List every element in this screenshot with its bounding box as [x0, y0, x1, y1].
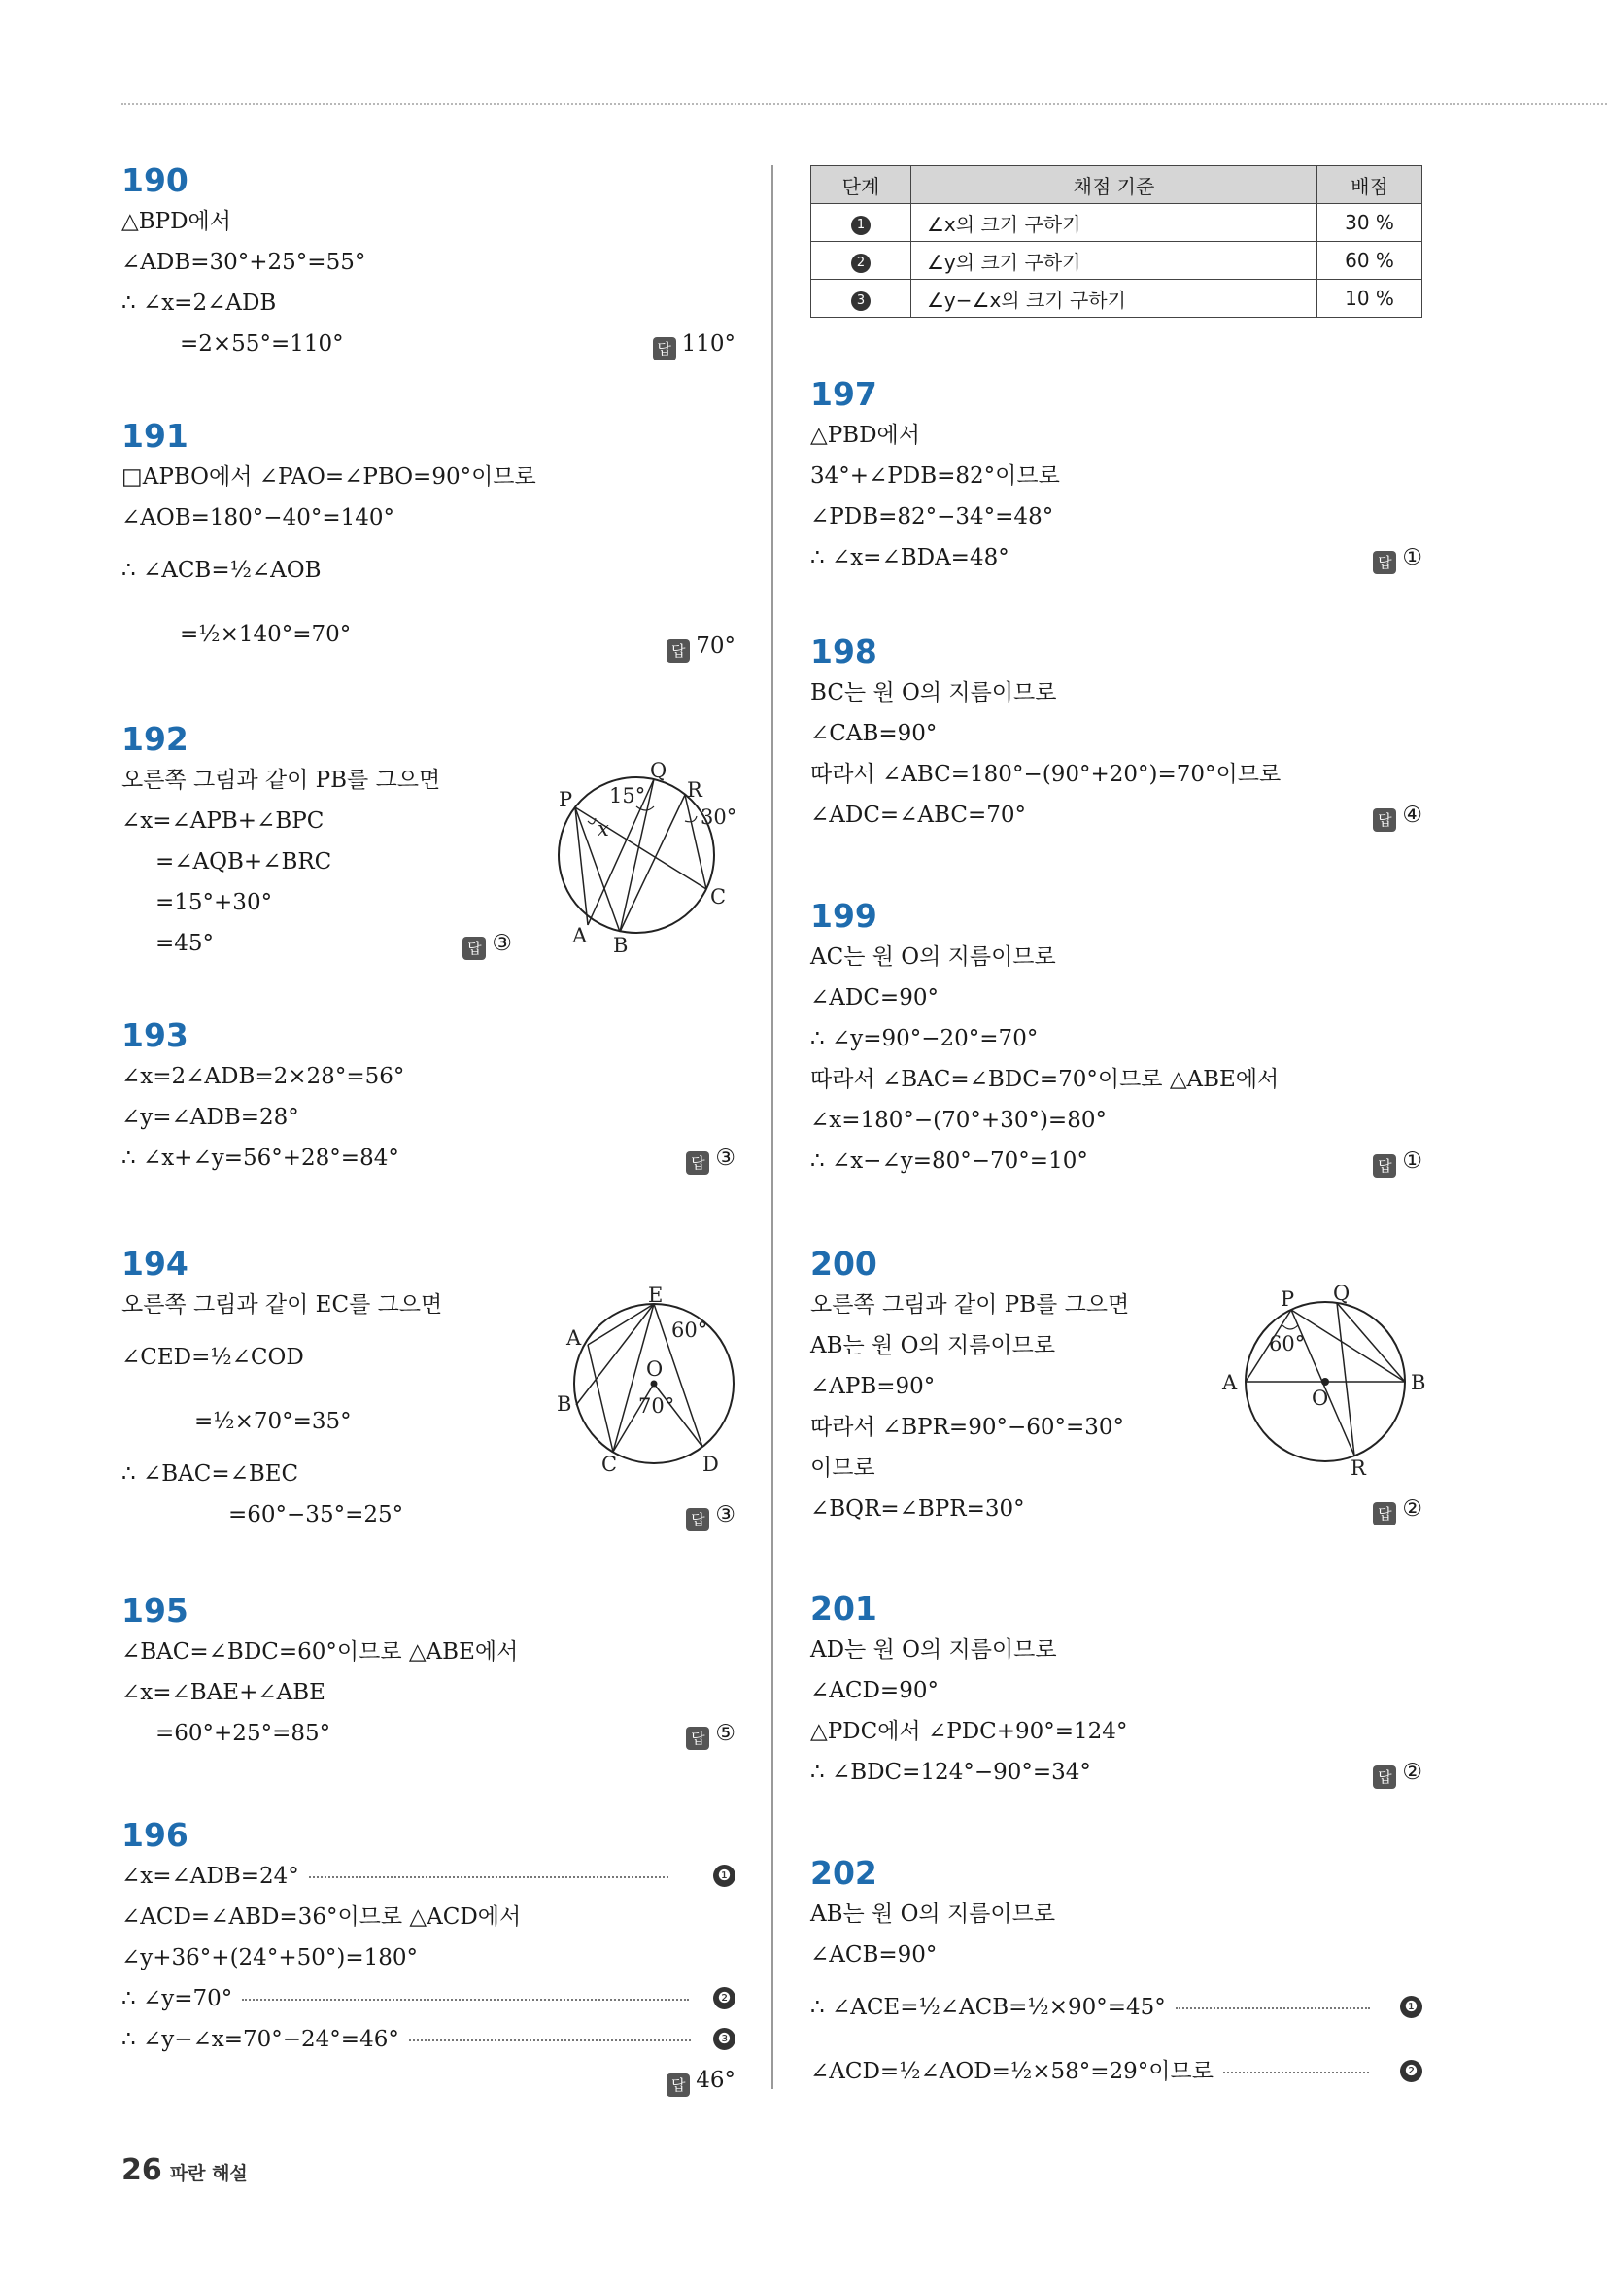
- page-number: 26: [121, 2153, 162, 2187]
- answer: [1373, 537, 1422, 578]
- answer-value: ③: [715, 1146, 735, 1171]
- solution-text: =45°: [155, 931, 215, 956]
- circle-figure-200: [1218, 1282, 1432, 1480]
- solution-line: ∠x=180°−(70°+30°)=80°: [810, 1108, 1107, 1133]
- solution-line: ∠x=∠APB+∠BPC: [121, 808, 325, 834]
- problem-191: [121, 416, 735, 667]
- problem-number: 196: [121, 1816, 188, 1854]
- solution-line: [121, 324, 735, 364]
- label-O: O: [646, 1357, 664, 1381]
- problem-number: 190: [121, 161, 188, 199]
- solution-line: [121, 1978, 735, 2019]
- problem-number: 200: [810, 1245, 877, 1283]
- solution-text: ∴ ∠x=∠BDA=48°: [810, 545, 1009, 570]
- angle-15: 15°: [609, 784, 646, 807]
- solution-line: △PDC에서 ∠PDC+90°=124°: [810, 1719, 1128, 1744]
- solution-line: 따라서 ∠ABC=180°−(90°+20°)=70°이므로: [810, 762, 1282, 787]
- step-3-icon: ❸: [713, 2028, 735, 2050]
- problem-197: [810, 374, 1422, 578]
- problem-number: 202: [810, 1854, 877, 1892]
- solution-line: [121, 2060, 735, 2101]
- problem-196: [121, 1815, 735, 2101]
- footer-title: 파란 해설: [169, 2163, 248, 2184]
- solution-line: 34°+∠PDB=82°이므로: [810, 463, 1060, 489]
- problem-number: 195: [121, 1592, 188, 1629]
- answer-mark-icon: 답: [1373, 551, 1396, 574]
- solution-text: ∠ADC=∠ABC=70°: [810, 803, 1027, 828]
- answer-value: ②: [1402, 1760, 1422, 1785]
- solution-line: ∴ ∠y=90°−20°=70°: [810, 1026, 1039, 1051]
- solution-line: BC는 원 O의 지름이므로: [810, 680, 1057, 705]
- dotted-leader: [409, 2039, 691, 2041]
- solution-line: ∠BAC=∠BDC=60°이므로 △ABE에서: [121, 1639, 519, 1664]
- answer-mark-icon: 답: [1373, 1154, 1396, 1178]
- problem-192: [121, 719, 735, 964]
- solution-line: ∠CAB=90°: [810, 721, 938, 746]
- step-2-icon: ❷: [713, 1987, 735, 2009]
- circle-figure-192: [530, 759, 743, 957]
- answer: [667, 614, 735, 678]
- solution-line: □APBO에서 ∠PAO=∠PBO=90°이므로: [121, 464, 536, 490]
- table-header-row: [811, 166, 1422, 204]
- answer: [1373, 795, 1422, 836]
- dotted-leader: [309, 1876, 668, 1878]
- table-cell-criterion: ∠x의 크기 구하기: [911, 204, 1317, 242]
- answer-mark-icon: 답: [667, 639, 690, 663]
- solution-line: [810, 1752, 1422, 1793]
- answer-value: 70°: [696, 634, 735, 659]
- solution-line: 따라서 ∠BPR=90°−60°=30°: [810, 1415, 1125, 1440]
- solution-text: ∴ ∠y=70°: [121, 1986, 233, 2011]
- table-cell-score: 60 %: [1317, 242, 1422, 280]
- answer-value: ④: [1402, 803, 1422, 828]
- table-cell-score: 10 %: [1317, 280, 1422, 318]
- label-B: B: [1411, 1371, 1426, 1394]
- solution-line: AC는 원 O의 지름이므로: [810, 944, 1056, 970]
- angle-60: 60°: [1269, 1332, 1306, 1355]
- table-header: 단계: [811, 166, 911, 204]
- solution-line: [121, 1138, 735, 1179]
- dotted-leader: [242, 1999, 689, 2001]
- step-1-icon: ❶: [713, 1865, 735, 1887]
- problem-number: 194: [121, 1245, 188, 1283]
- solution-line: ∠ACD=90°: [810, 1678, 939, 1703]
- answer-mark-icon: 답: [686, 1151, 709, 1175]
- label-B: B: [613, 934, 629, 957]
- solution-line: ∠ADC=90°: [810, 985, 939, 1011]
- problem-number: 201: [810, 1590, 877, 1628]
- step-2-icon: 2: [851, 254, 871, 273]
- step-1-icon: ❶: [1400, 1996, 1422, 2018]
- solution-line: [121, 1713, 735, 1754]
- answer: [462, 923, 512, 964]
- problem-194: [121, 1244, 735, 1535]
- label-Q: Q: [650, 759, 667, 782]
- circle-figure-194: [557, 1284, 751, 1476]
- solution-line: 이므로: [810, 1456, 875, 1481]
- solution-line: ∠x=∠BAE+∠ABE: [121, 1680, 325, 1705]
- label-A: A: [566, 1326, 582, 1350]
- solution-line: ∠ACB=90°: [810, 1942, 938, 1968]
- table-header: 채점 기준: [911, 166, 1317, 204]
- answer-mark-icon: 답: [686, 1508, 709, 1531]
- problem-number: 198: [810, 633, 877, 670]
- solution-line: ∴ ∠BAC=∠BEC: [121, 1461, 299, 1487]
- answer: [686, 1713, 735, 1754]
- answer: [653, 324, 735, 364]
- solution-line: [121, 1856, 735, 1897]
- step-2-icon: ❷: [1400, 2060, 1422, 2082]
- angle-70: 70°: [638, 1394, 675, 1418]
- answer-mark-icon: 답: [686, 1727, 709, 1750]
- problem-number: 199: [810, 897, 877, 935]
- page-footer: [121, 2153, 248, 2187]
- answer-mark-icon: 답: [1373, 1502, 1396, 1525]
- answer-mark-icon: 답: [1373, 808, 1396, 832]
- solution-line: ∠PDB=82°−34°=48°: [810, 504, 1054, 530]
- solution-text: ∠x=∠ADB=24°: [121, 1864, 299, 1889]
- solution-text: =2×55°=110°: [180, 331, 344, 357]
- solution-line: 따라서 ∠BAC=∠BDC=70°이므로 △ABE에서: [810, 1067, 1280, 1092]
- solution-text: ∴ ∠ACE=½∠ACB=½×90°=45°: [810, 1995, 1166, 2020]
- problem-190: [121, 160, 735, 364]
- solution-line: 오른쪽 그림과 같이 EC를 그으면: [121, 1292, 443, 1318]
- solution-line: AD는 원 O의 지름이므로: [810, 1637, 1057, 1662]
- solution-line: ∠CED=½∠COD: [121, 1345, 304, 1370]
- label-R: R: [1351, 1456, 1366, 1480]
- solution-line: △BPD에서: [121, 209, 231, 234]
- solution-line: [121, 1494, 735, 1535]
- solution-line: [121, 602, 735, 667]
- label-D: D: [702, 1453, 719, 1476]
- step-1-icon: 1: [851, 216, 871, 235]
- solution-line: ∠ACD=∠ABD=36°이므로 △ACD에서: [121, 1904, 522, 1930]
- solution-line: [121, 2019, 735, 2060]
- answer: [1373, 1141, 1422, 1182]
- problem-201: [810, 1589, 1422, 1793]
- solution-text: =60°+25°=85°: [155, 1721, 331, 1746]
- problem-number: 197: [810, 375, 877, 413]
- answer: [686, 1494, 735, 1535]
- solution-line: △PBD에서: [810, 423, 920, 448]
- label-P: P: [1281, 1287, 1295, 1311]
- answer-value: ②: [1402, 1496, 1422, 1522]
- solution-text: ∴ ∠BDC=124°−90°=34°: [810, 1760, 1091, 1785]
- angle-60: 60°: [671, 1319, 708, 1342]
- solution-line: [810, 2039, 1422, 2104]
- label-E: E: [648, 1284, 664, 1307]
- solution-text: ∴ ∠x+∠y=56°+28°=84°: [121, 1146, 399, 1171]
- solution-line: =∠AQB+∠BRC: [155, 849, 332, 874]
- table-header: 배점: [1317, 166, 1422, 204]
- answer-value: ③: [715, 1502, 735, 1527]
- table-cell-criterion: ∠y의 크기 구하기: [911, 242, 1317, 280]
- table-cell-step: [811, 242, 911, 280]
- problem-number: 192: [121, 720, 188, 758]
- solution-line: [810, 537, 1422, 578]
- answer-value: 110°: [681, 331, 735, 357]
- label-C: C: [601, 1453, 618, 1476]
- problem-195: [121, 1591, 735, 1754]
- problem-198: [810, 632, 1422, 836]
- solution-line: 오른쪽 그림과 같이 PB를 그으면: [121, 768, 441, 793]
- label-R: R: [687, 778, 702, 802]
- answer-value: ③: [492, 931, 512, 956]
- solution-line: ∠y+36°+(24°+50°)=180°: [121, 1945, 418, 1970]
- solution-text: ∠BQR=∠BPR=30°: [810, 1496, 1025, 1522]
- solution-line: ∠AOB=180°−40°=140°: [121, 505, 395, 531]
- answer-mark-icon: 답: [462, 937, 486, 960]
- answer-value: ①: [1402, 1148, 1422, 1174]
- solution-line: [810, 1975, 1422, 2039]
- table-cell-step: [811, 280, 911, 318]
- column-divider: [771, 165, 773, 2089]
- answer: [1373, 1489, 1422, 1529]
- table-row: [811, 204, 1422, 242]
- label-x: x: [598, 817, 609, 840]
- answer-mark-icon: 답: [1373, 1765, 1396, 1789]
- label-B: B: [557, 1392, 572, 1416]
- answer: [667, 2060, 735, 2101]
- solution-line: [810, 795, 1422, 836]
- solution-text: =60°−35°=25°: [228, 1502, 404, 1527]
- table-cell-step: [811, 204, 911, 242]
- problem-number: 191: [121, 417, 188, 455]
- answer-value: ①: [1402, 545, 1422, 570]
- problem-193: [121, 1015, 735, 1179]
- problem-number: 193: [121, 1016, 188, 1054]
- solution-text: ∴ ∠x−∠y=80°−70°=10°: [810, 1148, 1088, 1174]
- table-row: [811, 242, 1422, 280]
- solution-line: AB는 원 O의 지름이므로: [810, 1902, 1056, 1927]
- top-rule: [121, 103, 1607, 105]
- label-Q: Q: [1333, 1282, 1351, 1305]
- answer-value: ⑤: [715, 1721, 735, 1746]
- solution-line: ∠y=∠ADB=28°: [121, 1105, 299, 1130]
- solution-text: ∠ACD=½∠AOD=½×58°=29°이므로: [810, 2059, 1214, 2084]
- step-3-icon: 3: [851, 291, 871, 311]
- solution-line: AB는 원 O의 지름이므로: [810, 1333, 1056, 1358]
- answer: [686, 1138, 735, 1179]
- problem-200: [810, 1244, 1426, 1529]
- solution-line: [810, 1141, 1422, 1182]
- solution-line: [810, 1489, 1422, 1529]
- label-C: C: [710, 885, 727, 908]
- solution-text: =½×140°=70°: [180, 622, 352, 647]
- table-row: [811, 280, 1422, 318]
- answer-mark-icon: 답: [667, 2073, 690, 2097]
- solution-line: =15°+30°: [155, 890, 273, 915]
- label-A: A: [572, 924, 588, 947]
- problem-199: [810, 896, 1422, 1182]
- solution-line: ∴ ∠x=2∠ADB: [121, 291, 277, 316]
- label-P: P: [559, 788, 573, 811]
- table-cell-criterion: ∠y−∠x의 크기 구하기: [911, 280, 1317, 318]
- solution-line: ∠APB=90°: [810, 1374, 936, 1399]
- angle-30: 30°: [701, 805, 737, 829]
- solution-line: =½×70°=35°: [194, 1409, 352, 1434]
- answer-value: 46°: [696, 2068, 735, 2093]
- solution-line: ∠x=2∠ADB=2×28°=56°: [121, 1064, 405, 1089]
- label-A: A: [1222, 1371, 1238, 1394]
- answer-mark-icon: 답: [653, 337, 676, 360]
- scoring-table: [810, 165, 1422, 318]
- dotted-leader: [1223, 2072, 1369, 2073]
- label-O: O: [1312, 1387, 1329, 1410]
- dotted-leader: [1176, 2007, 1370, 2009]
- answer: [1373, 1752, 1422, 1793]
- solution-line: ∴ ∠ACB=½∠AOB: [121, 558, 322, 583]
- problem-202: [810, 1853, 1422, 2104]
- solution-line: 오른쪽 그림과 같이 PB를 그으면: [810, 1292, 1130, 1318]
- solution-text: ∴ ∠y−∠x=70°−24°=46°: [121, 2027, 399, 2052]
- table-cell-score: 30 %: [1317, 204, 1422, 242]
- solution-line: ∠ADB=30°+25°=55°: [121, 250, 366, 275]
